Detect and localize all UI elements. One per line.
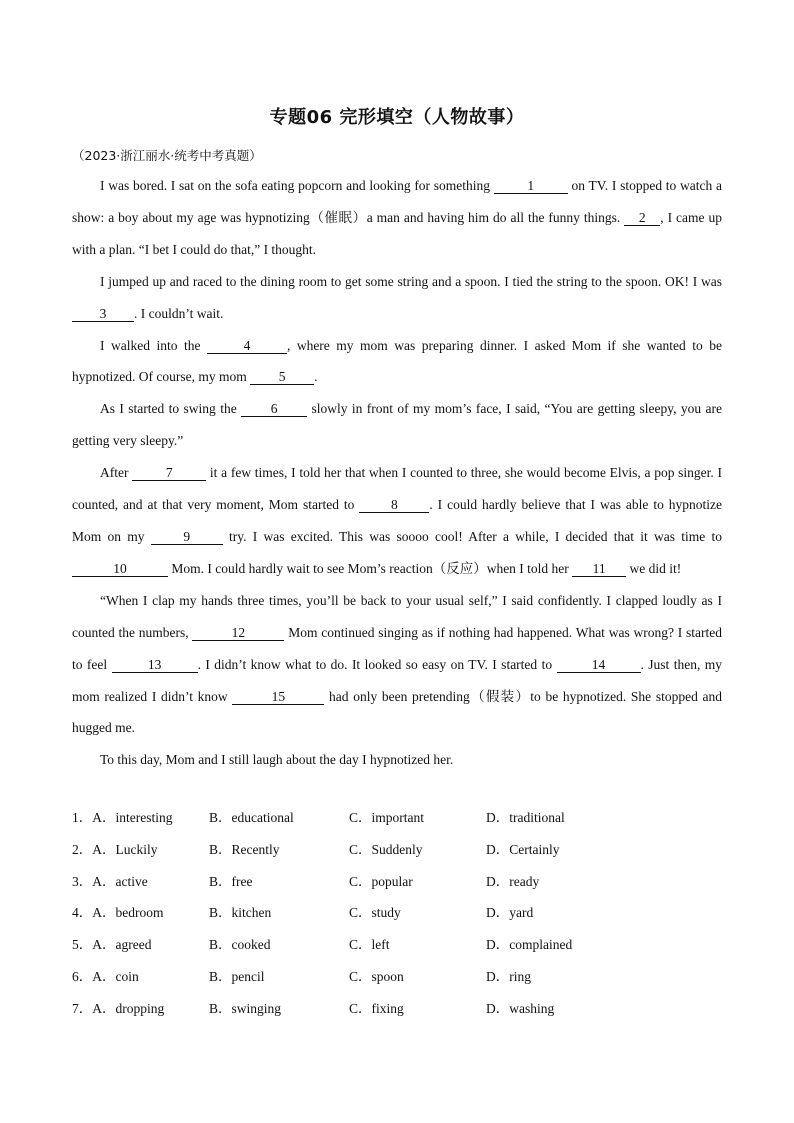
option-a: 1．A．interesting	[72, 810, 173, 825]
blank-11: 11	[572, 561, 626, 577]
option-a: 4．A．bedroom	[72, 905, 164, 921]
option-row-3	[72, 870, 722, 902]
text-run: , I came up with a plan. “I bet I could do that,” I thought.	[72, 209, 722, 257]
paragraph-1	[72, 170, 722, 266]
blank-2: 2	[624, 210, 660, 226]
answer-options	[72, 806, 722, 1029]
option-c: C．fixing	[349, 1000, 404, 1016]
option-b: B．swinging	[209, 1000, 282, 1016]
blank-9: 9	[151, 529, 223, 545]
text-run: . I didn’t know what to do. It looked so easy on TV. I started to	[197, 656, 557, 672]
text-run: slowly in front of my mom’s face, I said, “You are getting sleepy, you are getting very sleepy.”	[72, 401, 723, 449]
text-run: had only been pretending（假装）to be hypnotized. She stopped and hugged me.	[72, 688, 722, 736]
option-d: D．ready	[486, 873, 540, 889]
blank-6: 6	[241, 401, 307, 417]
option-b: B．cooked	[209, 937, 271, 953]
text-run: we did it!	[626, 560, 682, 576]
option-c: C．popular	[349, 873, 413, 889]
blank-10: 10	[72, 561, 168, 577]
blank-13: 13	[112, 657, 198, 673]
text-run: Mom continued singing as if nothing had happened. What was wrong? I started to feel	[72, 624, 722, 672]
option-row-7	[72, 997, 722, 1029]
text-run: After	[100, 465, 133, 481]
blank-1: 1	[494, 178, 568, 194]
text-run: Mom. I could hardly wait to see Mom’s reaction（反应）when I told her	[168, 560, 573, 576]
text-run: I jumped up and raced to the dining room to get some string and a spoon. I tied the string to the spoon. OK! I was	[100, 273, 722, 289]
option-c: C．Suddenly	[349, 841, 423, 857]
blank-5: 5	[250, 369, 314, 385]
text-run: . I couldn’t wait.	[134, 305, 224, 321]
option-row-4	[72, 901, 722, 933]
text-run: . Just then, my mom realized I didn’t know	[72, 656, 722, 704]
option-d: D．Certainly	[486, 841, 560, 857]
option-c: C．study	[349, 905, 401, 921]
blank-7: 7	[132, 465, 206, 481]
text-run: , where my mom was preparing dinner. I asked Mom if she wanted to be hypnotized. Of course, my mom	[72, 337, 722, 385]
blank-3: 3	[72, 306, 134, 322]
blank-4: 4	[207, 338, 287, 354]
option-row-5	[72, 933, 722, 965]
page-title: 专题06 完形填空（人物故事）	[269, 107, 525, 128]
option-b: B．pencil	[209, 968, 265, 984]
option-d: D．ring	[486, 968, 531, 984]
option-row-6	[72, 965, 722, 997]
passage	[72, 170, 722, 776]
option-d: D．traditional	[486, 810, 565, 825]
text-run: . I could hardly believe that I was able to hypnotize Mom on my	[72, 497, 722, 544]
option-a: 7．A．dropping	[72, 1000, 165, 1016]
option-d: D．washing	[486, 1000, 555, 1016]
text-run: As I started to swing the	[100, 401, 242, 417]
blank-8: 8	[359, 497, 429, 513]
paragraph-7: To this day, Mom and I still laugh about the day I hypnotized her.	[100, 752, 454, 768]
blank-15: 15	[232, 689, 324, 705]
text-run: I walked into the	[100, 337, 207, 353]
option-b: B．kitchen	[209, 905, 272, 921]
option-c: C．spoon	[349, 968, 404, 984]
blank-14: 14	[557, 657, 641, 673]
option-d: D．complained	[486, 937, 573, 953]
option-row-2	[72, 838, 722, 870]
source-note: （2023·浙江丽水·统考中考真题）	[72, 148, 262, 163]
option-b: B．free	[209, 873, 253, 889]
option-d: D．yard	[486, 905, 534, 921]
text-run: .	[314, 369, 318, 385]
paragraph-4	[72, 393, 722, 457]
option-c: C．important	[349, 810, 424, 825]
paragraph-5	[72, 457, 722, 585]
paragraph-3	[72, 330, 722, 394]
text-run: on TV. I stopped to watch a show: a boy about my age was hypnotizing（催眠）a man and having him do all the funny things.	[72, 178, 722, 225]
text-run: try. I was excited. This was soooo cool! After a while, I decided that it was time to	[222, 528, 722, 544]
paragraph-6	[72, 585, 722, 745]
option-b: B．educational	[209, 810, 294, 825]
text-run: it a few times, I told her that when I counted to three, she would become Elvis, a pop singer. I counted, and at that very moment, Mom started to	[72, 465, 722, 513]
option-row-1	[72, 806, 722, 838]
option-b: B．Recently	[209, 841, 280, 857]
option-c: C．left	[349, 937, 390, 953]
option-a: 5．A．agreed	[72, 937, 152, 953]
option-a: 2．A．Luckily	[72, 841, 158, 857]
text-run: “When I clap my hands three times, you’ll be back to your usual self,” I said confidently. I clapped loudly as I counted the numbers,	[72, 592, 722, 640]
paragraph-2	[72, 266, 722, 330]
blank-12: 12	[192, 625, 284, 641]
text-run: I was bored. I sat on the sofa eating popcorn and looking for something	[100, 178, 494, 193]
option-a: 6．A．coin	[72, 968, 139, 984]
option-a: 3．A．active	[72, 873, 148, 889]
